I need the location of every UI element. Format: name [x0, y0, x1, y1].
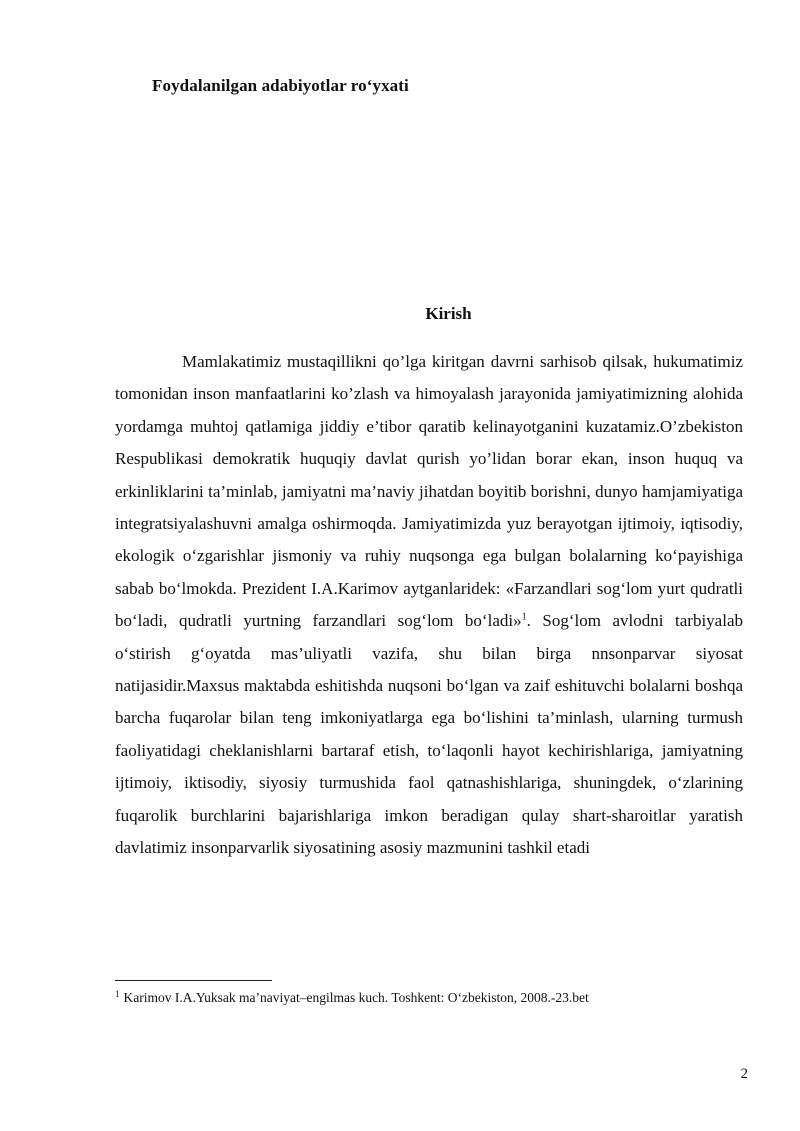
page-number: 2 — [740, 1066, 748, 1082]
footnote-separator — [115, 980, 272, 981]
body-text-part-2: . Sog‘lom avlodni tarbiyalab o‘stirish g‘oyatda mas’uliyatli vazifa, shu bilan birga nnsonparvar siyosat natijasidir.Maxsus maktabda eshitishda nuqsoni bo‘lgan va zaif eshituvchi bolalarni boshqa barcha fuqarolar bilan teng imkoniyatlarga ega bo‘lishini ta’minlash, ularning turmush faoliyatidagi cheklanishlarni bartaraf etish, to‘laqonli hayot kechirishlariga, jamiyatning ijtimoiy, iktisodiy, siyosiy turmushida faol qatnashishlariga, shuningdek, o‘zlarining fuqarolik burchlarini bajarishlariga imkon beradigan qulay shart-sharoitlar yaratish davlatimiz insonparvarlik siyosatining asosiy mazmunini tashkil etadi — [115, 611, 743, 858]
footnote-reference[interactable]: 1 — [521, 611, 527, 623]
references-heading: Foydalanilgan adabiyotlar ro‘yxati — [152, 76, 409, 95]
body-text-part-1: Mamlakatimiz mustaqillikni qo’lga kiritgan davrni sarhisob qilsak, hukumatimiz tomonidan inson manfaatlarini ko’zlash va himoyalash jarayonida jamiyatimizning alohida yordamga muhtoj qatlamiga jiddiy e’tibor qaratib kelinayotganini kuzatamiz.O’zbekiston Respublikasi demokratik huquqiy davlat qurish yo’lidan borar ekan, inson huquq va erkinliklarini ta’minlab, jamiyatni ma’naviy jihatdan boyitib borishni, dunyo hamjamiyatiga integratsiyalashuvni amalga oshirmoqda. Jamiyatimizda yuz berayotgan ijtimoiy, iqtisodiy, ekologik o‘zgarishlar jismoniy va ruhiy nuqsonga ega bulgan bolalarning ko‘payishiga sabab bo‘lmokda. Prezident I.A.Karimov aytganlaridek: «Farzandlari sog‘lom yurt qudratli bo‘ladi, qudratli yurtning farzandlari sog‘lom bo‘ladi» — [115, 352, 743, 631]
footnote — [115, 989, 755, 1007]
footnote-mark: 1 — [115, 988, 120, 999]
section-title: Kirish — [425, 304, 472, 323]
body-paragraph — [115, 346, 743, 865]
footnote-text: Karimov I.A.Yuksak ma’naviyat–engilmas kuch. Toshkent: O‘zbekiston, 2008.-23.bet — [123, 990, 589, 1005]
